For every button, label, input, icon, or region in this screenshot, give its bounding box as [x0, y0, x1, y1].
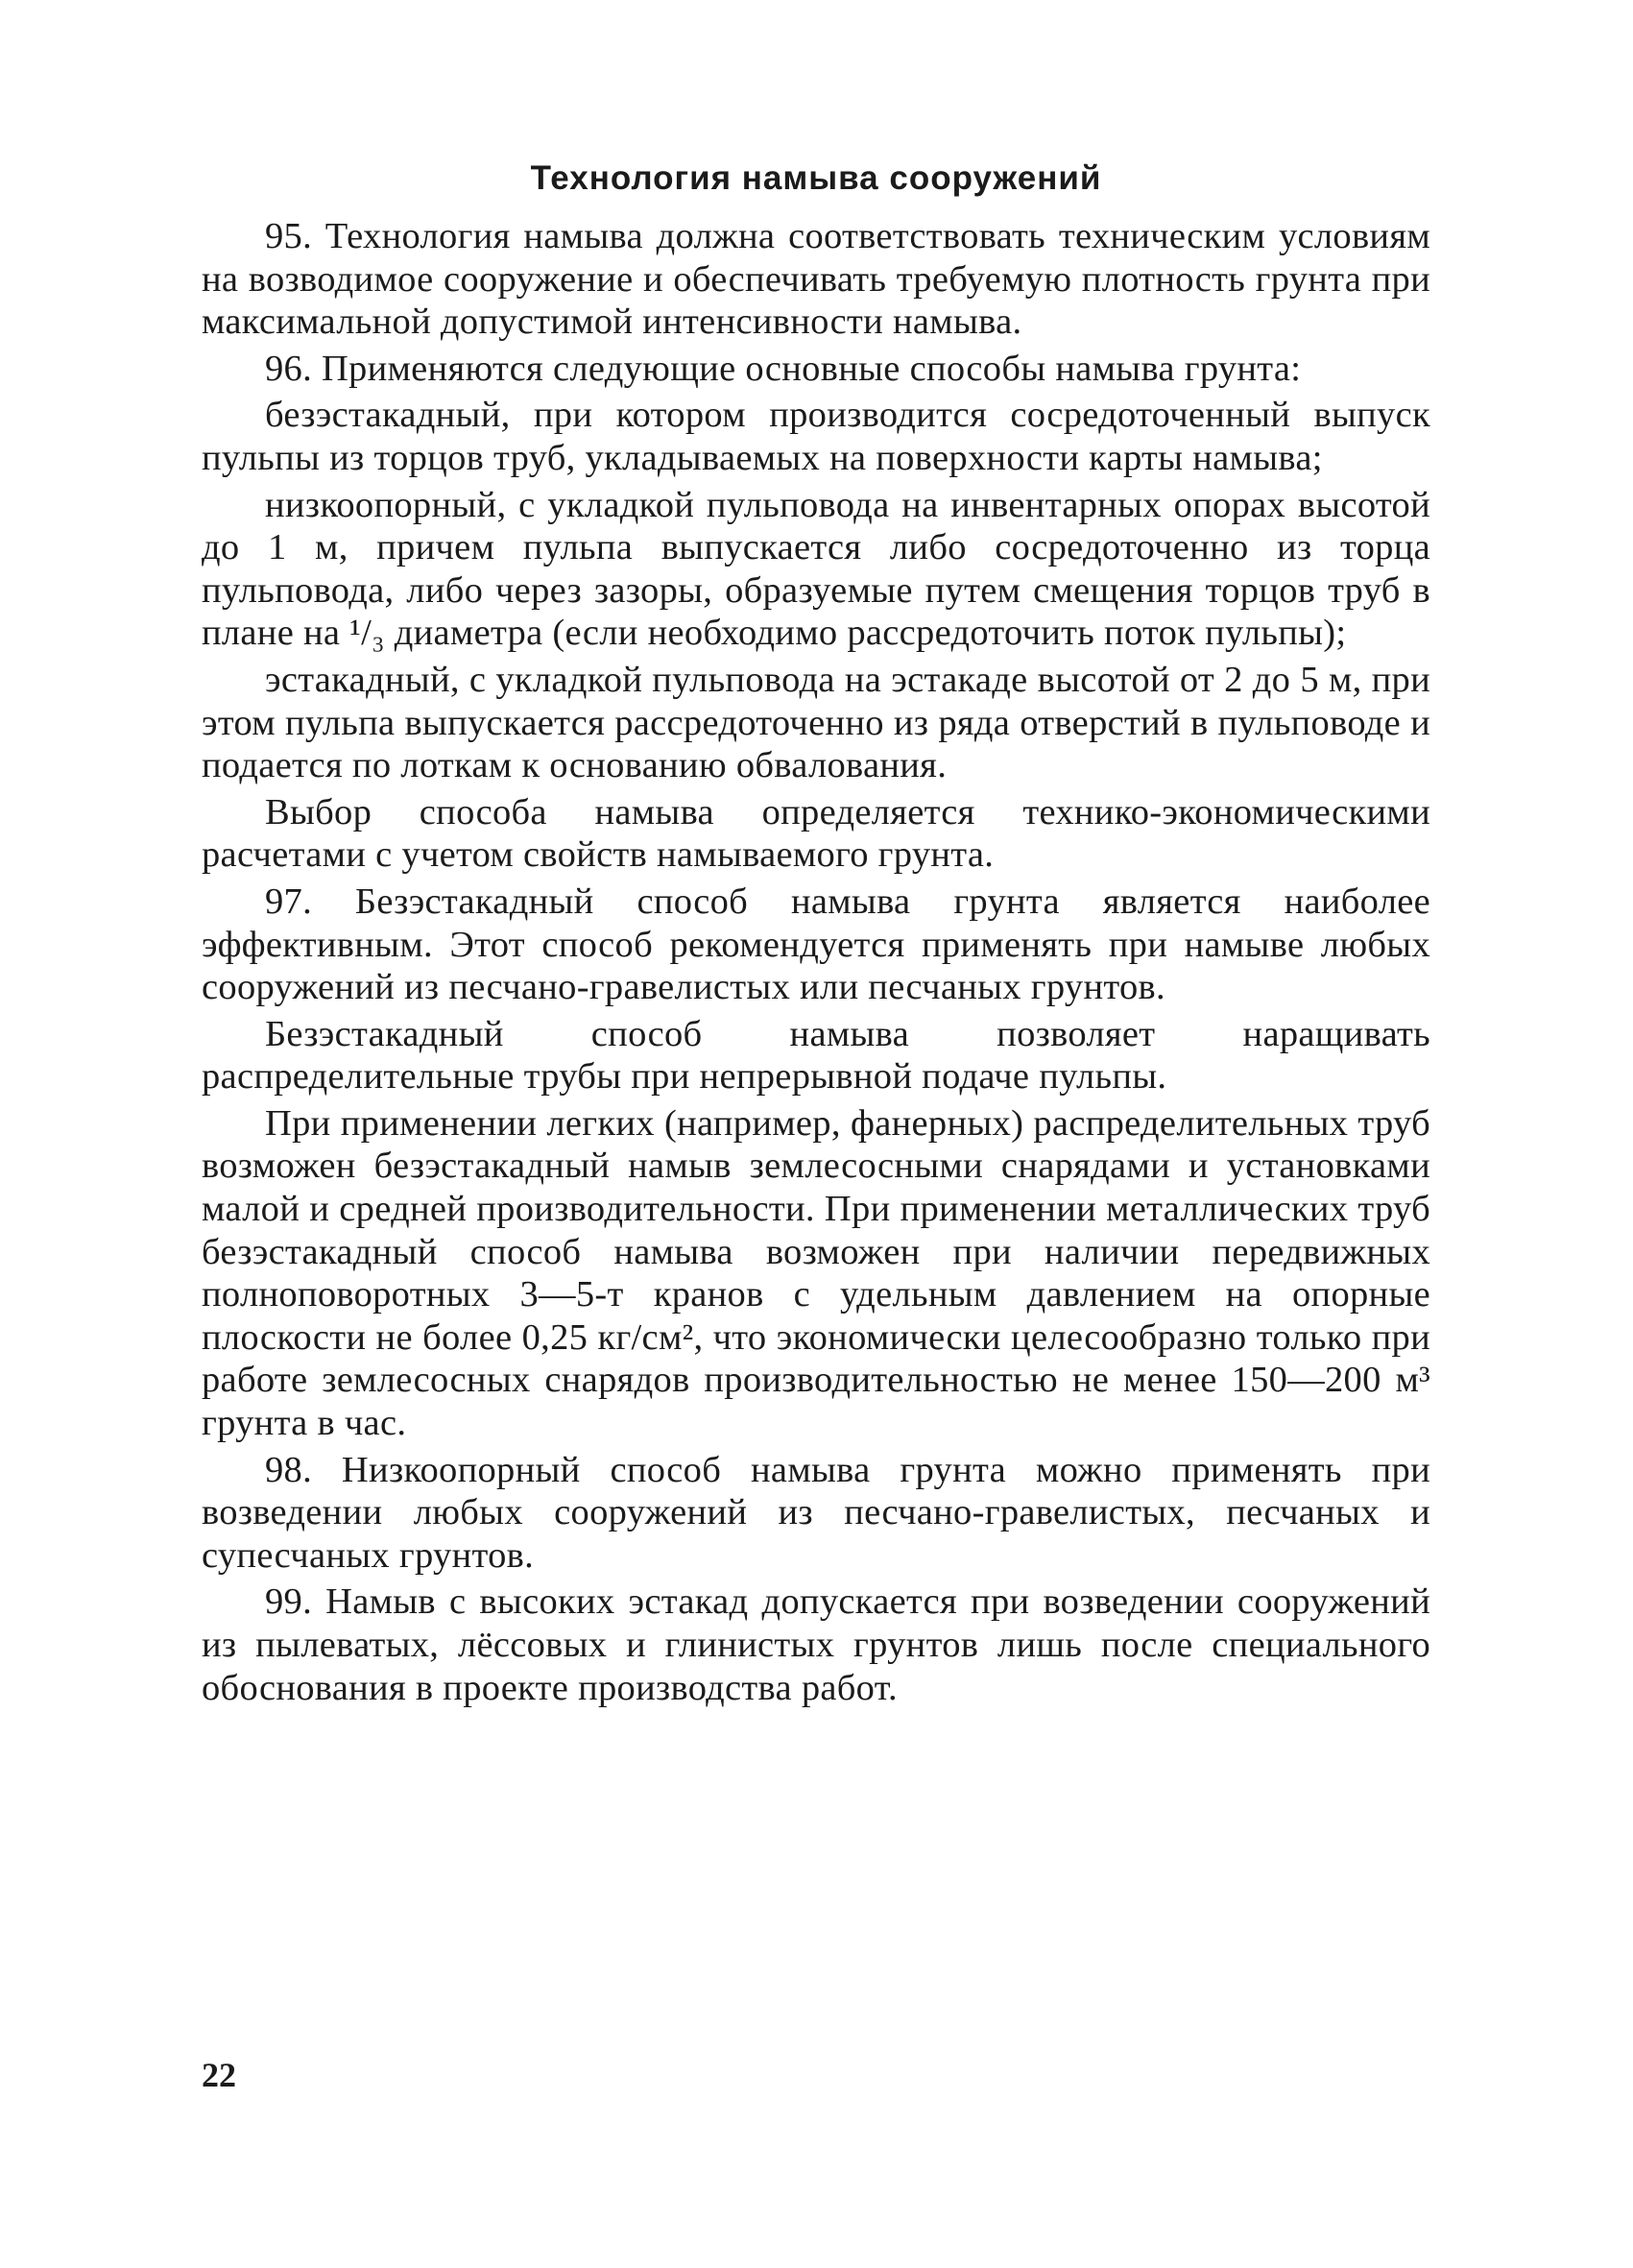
method-list-item-bezestakadny: безэстакадный, при котором производится сосредоточенный выпуск пульпы из торцов труб, укладываемых на поверхности карты намыва;	[202, 395, 1430, 478]
method-list-item-estakadny: эстакадный, с укладкой пульповода на эстакаде высотой от 2 до 5 м, при этом пульпа выпускается рассредоточенно из ряда отверстий в пульповоде и подается по лоткам к основанию обвалования.	[202, 659, 1430, 786]
paragraph-97-pipes: Безэстакадный способ намыва позволяет наращивать распределительные трубы при непрерывной подаче пульпы.	[202, 1013, 1430, 1098]
paragraph-method-choice: Выбор способа намыва определяется технико-экономическими расчетами с учетом свойств намываемого грунта.	[202, 791, 1430, 876]
paragraph-99: 99. Намыв с высоких эстакад допускается при возведении сооружений из пылеватых, лёссовых и глинистых грунтов лишь после специального обоснования в проекте производства работ.	[202, 1581, 1430, 1708]
section-heading: Технология намыва сооружений	[530, 159, 1102, 197]
page-number: 22	[202, 2056, 236, 2094]
method-list-item-nizkoopornyj: низкоопорный, с укладкой пульповода на инвентарных опорах высотой до 1 м, причем пульпа выпускается либо сосредоточенно из торца пульповода, либо через зазоры, образуемые путем смещения торцов труб в плане на ¹/₃ диаметра (если необходимо рассредоточить поток пульпы);	[202, 484, 1430, 654]
document-page	[202, 154, 1430, 1713]
paragraph-97: 97. Безэстакадный способ намыва грунта является наиболее эффективным. Этот способ рекомендуется применять при намыве любых сооружений из песчано-гравелистых или песчаных грунтов.	[202, 881, 1430, 1008]
paragraph-98: 98. Низкоопорный способ намыва грунта можно применять при возведении любых сооружений из песчано-гравелистых, песчаных и супесчаных грунтов.	[202, 1449, 1430, 1576]
paragraph-96: 96. Применяются следующие основные способы намыва грунта:	[265, 348, 1302, 389]
paragraph-97-light-pipes: При применении легких (например, фанерных) распределительных труб возможен безэстакадный намыв землесосными снарядами и установками малой и средней производительности. При применении металлических труб безэстакадный способ намыва возможен при наличии передвижных полноповоротных 3—5-т кранов с удельным давлением на опорные плоскости не более 0,25 кг/см², что экономически целесообразно только при работе землесосных снарядов производительностью не менее 150—200 м³ грунта в час.	[202, 1102, 1430, 1444]
paragraph-95: 95. Технология намыва должна соответствовать техническим условиям на возводимое сооружение и обеспечивать требуемую плотность грунта при максимальной допустимой интенсивности намыва.	[202, 216, 1430, 343]
